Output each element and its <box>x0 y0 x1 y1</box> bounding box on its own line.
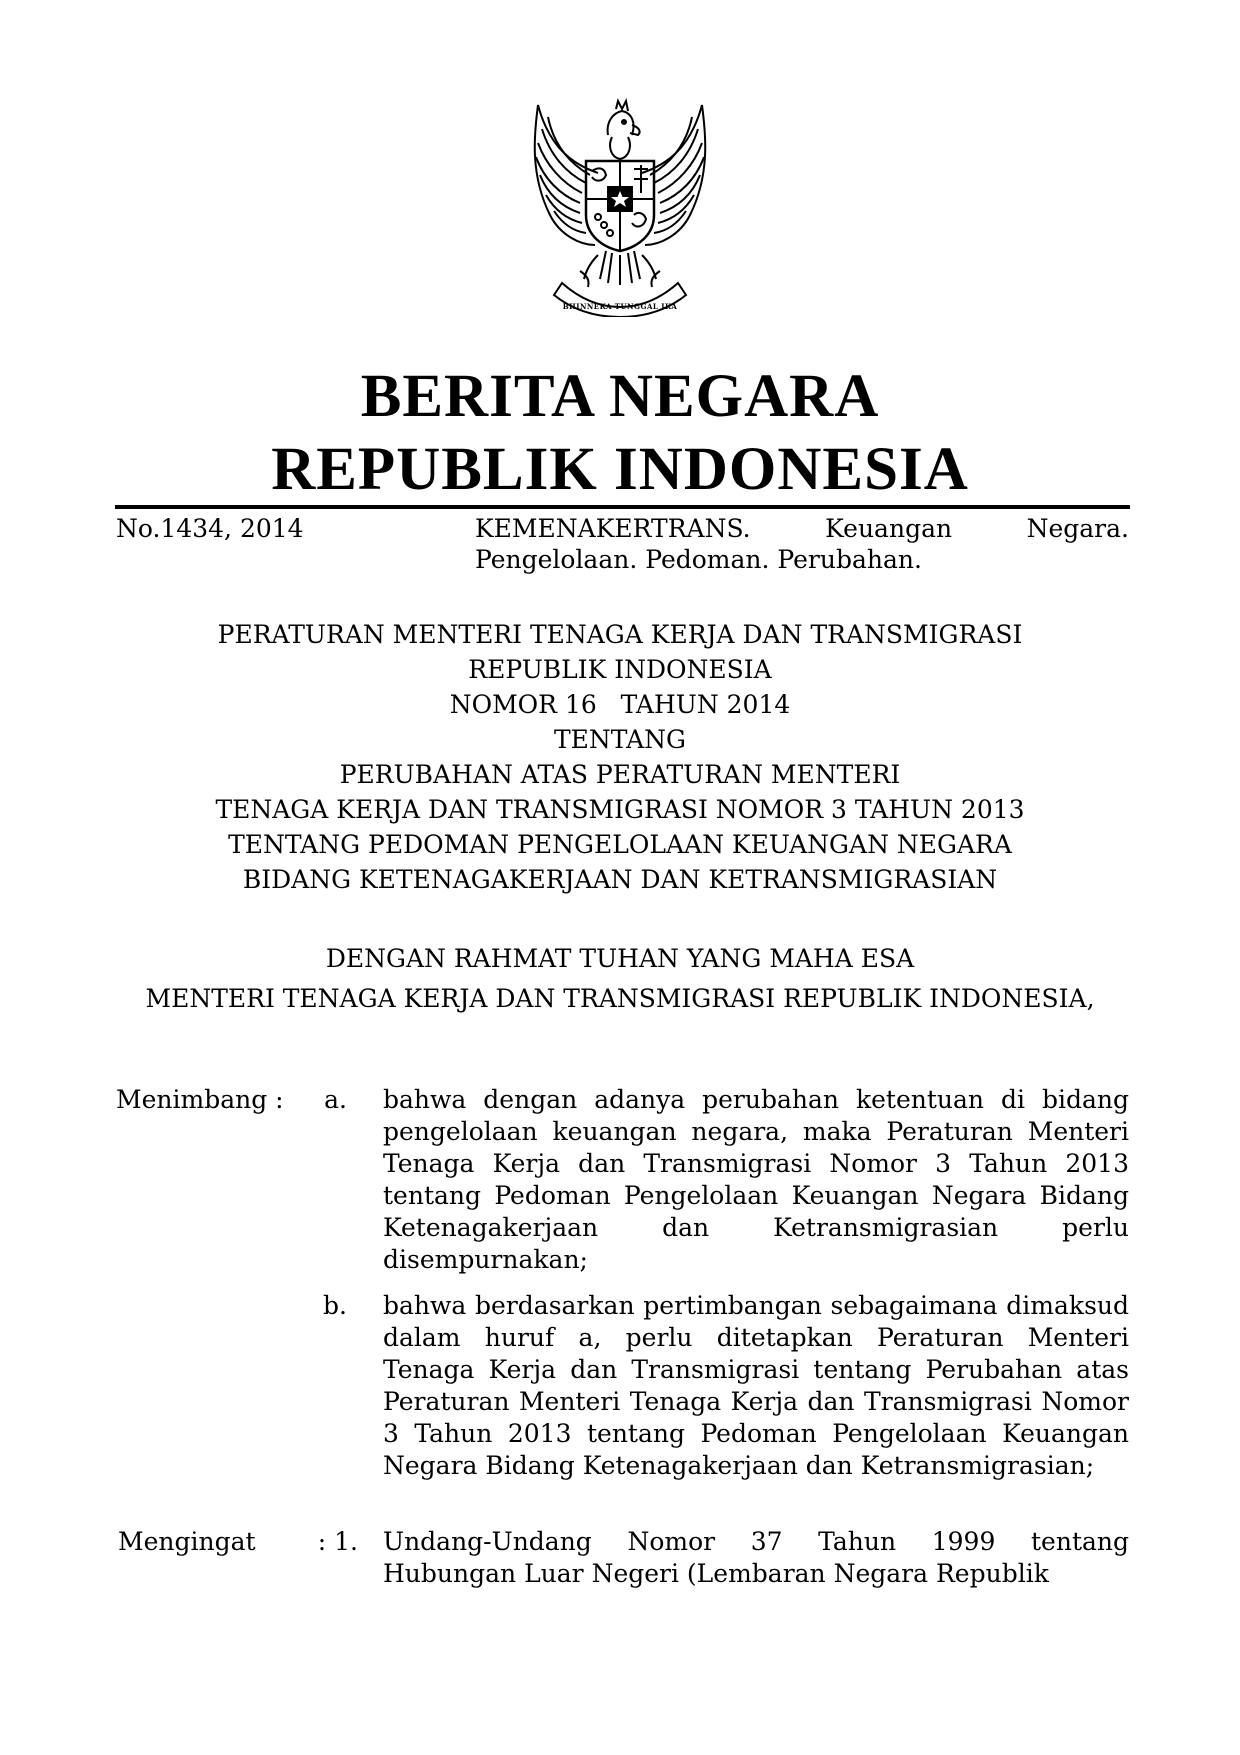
regulation-title-line: TENAGA KERJA DAN TRANSMIGRASI NOMOR 3 TAHUN 2013 <box>215 795 1025 824</box>
gazette-title-line2: REPUBLIK INDONESIA <box>271 436 969 503</box>
gazette-description-line2: Pengelolaan. Pedoman. Perubahan. <box>475 545 922 574</box>
menimbang-item-b: bahwa berdasarkan pertimbangan sebagaimana dimaksud dalam huruf a, perlu ditetapkan Peraturan Menteri Tenaga Kerja dan Transmigrasi tentang Perubahan atas Peraturan Menteri Tenaga Kerja dan Transmigrasi Nomor 3 Tahun 2013 tentang Pedoman Pengelolaan Keuangan Negara Bidang Ketenagakerjaan dan Ketransmigrasian; <box>383 1291 1129 1480</box>
gazette-number: No.1434, 2014 <box>116 514 304 543</box>
mengingat-item-1: Undang-Undang Nomor 37 Tahun 1999 tentang Hubungan Luar Negeri (Lembaran Negara Republik <box>383 1527 1129 1588</box>
regulation-title-line: BIDANG KETENAGAKERJAAN DAN KETRANSMIGRASIAN <box>242 865 998 894</box>
regulation-title-line: TENTANG <box>553 725 686 754</box>
regulation-title-line: PERATURAN MENTERI TENAGA KERJA DAN TRANSMIGRASI <box>217 620 1023 649</box>
menimbang-item-a: bahwa dengan adanya perubahan ketentuan di bidang pengelolaan keuangan negara, maka Peraturan Menteri Tenaga Kerja dan Transmigrasi Nomor 3 Tahun 2013 tentang Pedoman Pengelolaan Keuangan Negara Bidang Ketenagakerjaan dan Ketransmigrasian perlu disempurnakan; <box>383 1085 1129 1274</box>
menimbang-label: Menimbang : <box>116 1085 284 1114</box>
menimbang-marker-a: a. <box>324 1085 347 1114</box>
gazette-description <box>475 513 1129 575</box>
regulation-title-line: TENTANG PEDOMAN PENGELOLAAN KEUANGAN NEGARA <box>228 830 1012 859</box>
invocation: DENGAN RAHMAT TUHAN YANG MAHA ESA <box>325 944 915 973</box>
menimbang-marker-b: b. <box>323 1291 347 1320</box>
header-divider <box>115 505 1130 509</box>
gazette-title-line1: BERITA NEGARA <box>360 363 880 430</box>
garuda-pancasila-emblem <box>520 95 720 317</box>
regulation-title <box>0 617 1240 897</box>
regulation-title-line: PERUBAHAN ATAS PERATURAN MENTERI <box>339 760 901 789</box>
svg-text:BHINNEKA TUNGGAL IKA: BHINNEKA TUNGGAL IKA <box>562 302 678 311</box>
mengingat-label: Mengingat <box>118 1527 256 1556</box>
gazette-description-line1: KEMENAKERTRANS. Keuangan Negara. <box>475 514 1129 543</box>
mengingat-marker-1: : 1. <box>317 1527 358 1556</box>
regulation-title-line: REPUBLIK INDONESIA <box>468 655 772 684</box>
regulation-title-line: NOMOR 16 TAHUN 2014 <box>449 690 791 719</box>
authority: MENTERI TENAGA KERJA DAN TRANSMIGRASI REPUBLIK INDONESIA, <box>145 984 1095 1013</box>
